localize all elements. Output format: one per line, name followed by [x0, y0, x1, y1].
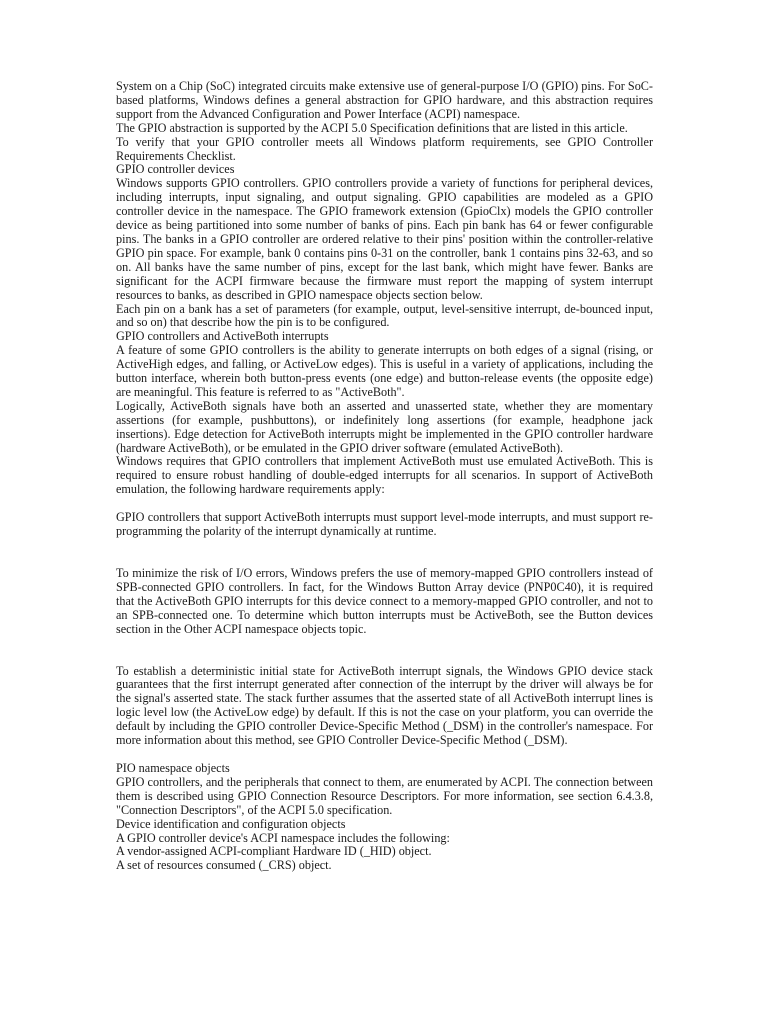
section-heading-activeboth: GPIO controllers and ActiveBoth interrupts — [116, 329, 329, 344]
activeboth-paragraph-6: To establish a deterministic initial state for ActiveBoth interrupt signals, the Windows GPIO device stack guarantees that the first interrupt generated after connection of the interrupt by the driver will always be for the signal's asserted state. The stack further assumes that the asserted state of all ActiveBoth interrupt lines is logic level low (the ActiveLow edge) by default. If this is not the case on your platform, you can override the default by including the GPIO controller Device-Specific Method (_DSM) in the controller's namespace. For more information about this method, see GPIO Controller Device-Specific Method (_DSM). — [116, 663, 653, 748]
section-heading-namespace: PIO namespace objects — [116, 760, 230, 775]
identification-list-item-1: A vendor-assigned ACPI-compliant Hardware ID (_HID) object. — [116, 844, 432, 859]
document-page — [116, 80, 653, 873]
devices-paragraph-2: Each pin on a bank has a set of parameters (for example, output, level-sensitive interrupt, de-bounced input, and so on) that describe how the pin is to be configured. — [116, 301, 653, 330]
intro-paragraph-3: To verify that your GPIO controller meets all Windows platform requirements, see GPIO Controller Requirements Checklist. — [116, 134, 653, 163]
intro-paragraph-1: System on a Chip (SoC) integrated circuits make extensive use of general-purpose I/O (GPIO) pins. For SoC-based platforms, Windows defines a general abstraction for GPIO hardware, and this abstraction requires support from the Advanced Configuration and Power Interface (ACPI) namespace. — [116, 79, 653, 121]
spacer — [116, 637, 653, 665]
activeboth-paragraph-3: Windows requires that GPIO controllers that implement ActiveBoth must use emulated ActiveBoth. This is required to ensure robust handling of double-edged interrupts for all scenarios. In support of ActiveBoth emulation, the following hardware requirements apply: — [116, 454, 653, 497]
devices-paragraph-1: Windows supports GPIO controllers. GPIO controllers provide a variety of functions for peripheral devices, including interrupts, input signaling, and output signaling. GPIO capabilities are modeled as a GPIO controller device in the namespace. The GPIO framework extension (GpioClx) models the GPIO controller device as being partitioned into some number of banks of pins. Each pin bank has 64 or fewer configurable pins. The banks in a GPIO controller are ordered relative to their pins' position within the controller-relative GPIO pin space. For example, bank 0 contains pins 0-31 on the controller, bank 1 contains pins 32-63, and so on. All banks have the same number of pins, except for the last bank, which might have fewer. Banks are significant for the ACPI firmware because the firmware must report the mapping of system interrupt resources to banks, as described in GPIO namespace objects section below. — [116, 176, 653, 302]
activeboth-paragraph-1: A feature of some GPIO controllers is the ability to generate interrupts on both edges of a signal (rising, or ActiveHigh edges, and falling, or ActiveLow edges). This is useful in a variety of applications, including the button interface, wherein both button-press events (one edge) and button-release events (the opposite edge) are meaningful. This feature is referred to as "ActiveBoth". — [116, 343, 653, 399]
section-heading-identification: Device identification and configuration objects — [116, 816, 346, 831]
activeboth-paragraph-5: To minimize the risk of I/O errors, Windows prefers the use of memory-mapped GPIO controllers instead of SPB-connected GPIO controllers. In fact, for the Windows Button Array device (PNP0C40), it is required that the ActiveBoth GPIO interrupts for this device connect to a memory-mapped GPIO controller, and not to an SPB-connected one. To determine which button interrupts must be ActiveBoth, see the Button devices section in the Other ACPI namespace objects topic. — [116, 566, 653, 636]
activeboth-paragraph-4: GPIO controllers that support ActiveBoth interrupts must support level-mode interrupts, and must support re-programming the polarity of the interrupt dynamically at runtime. — [116, 510, 653, 539]
namespace-paragraph-1: GPIO controllers, and the peripherals that connect to them, are enumerated by ACPI. The connection between them is described using GPIO Connection Resource Descriptors. For more information, see section 6.4.3.8, "Connection Descriptors", of the ACPI 5.0 specification. — [116, 774, 653, 817]
activeboth-paragraph-2: Logically, ActiveBoth signals have both an asserted and unasserted state, whether they are momentary assertions (for example, pushbuttons), or indefinitely long assertions (for example, headphone jack insertions). Edge detection for ActiveBoth interrupts might be implemented in the GPIO controller hardware (hardware ActiveBoth), or be emulated in the GPIO driver software (emulated ActiveBoth). — [116, 398, 653, 455]
section-heading-devices: GPIO controller devices — [116, 162, 235, 177]
spacer — [116, 497, 653, 511]
intro-paragraph-2: The GPIO abstraction is supported by the ACPI 5.0 Specification definitions that are listed in this article. — [116, 120, 628, 135]
identification-paragraph-1: A GPIO controller device's ACPI namespace includes the following: — [116, 830, 450, 845]
spacer — [116, 748, 653, 762]
spacer — [116, 539, 653, 567]
identification-list-item-2: A set of resources consumed (_CRS) object. — [116, 858, 332, 873]
